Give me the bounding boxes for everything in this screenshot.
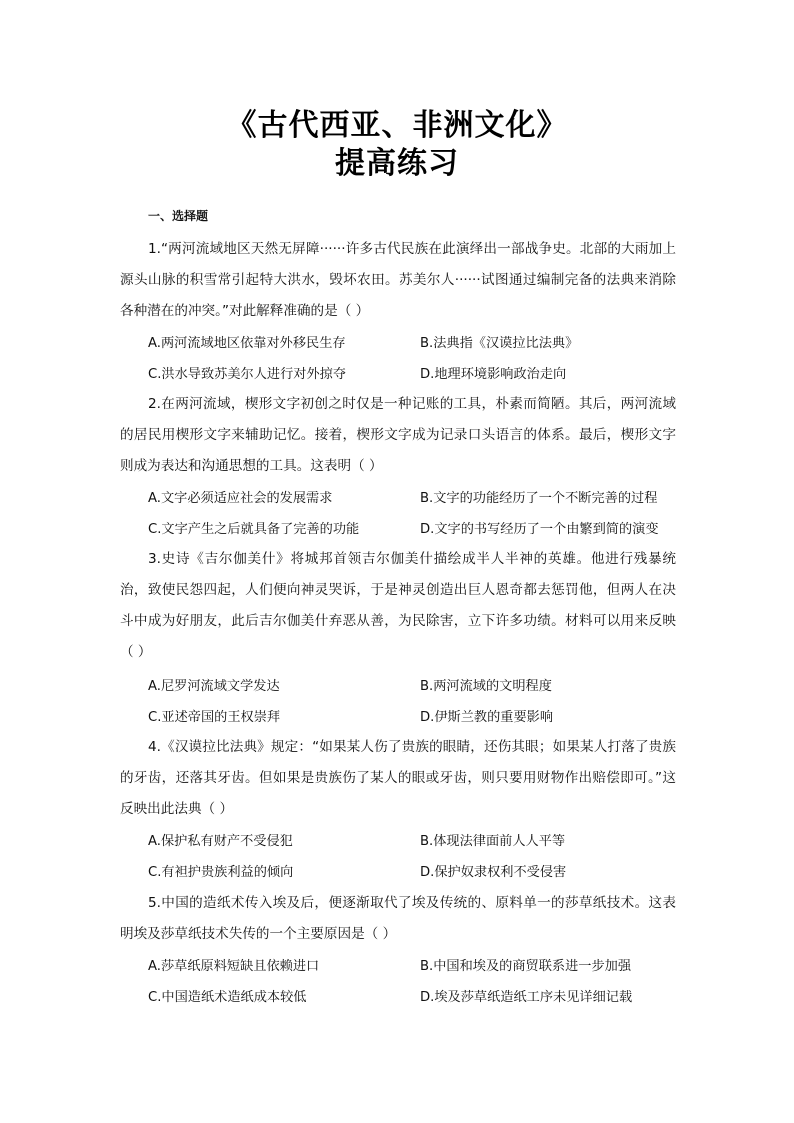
option-c: C.亚述帝国的王权崇拜 xyxy=(148,710,281,725)
question-4-options xyxy=(148,826,688,888)
option-d: D.地理环境影响政治走向 xyxy=(420,367,567,382)
option-b: B.体现法律面前人人平等 xyxy=(420,834,566,849)
question-1-options xyxy=(148,328,688,390)
option-row xyxy=(148,857,688,888)
option-a: A.莎草纸原料短缺且依赖进口 xyxy=(148,959,320,974)
option-row xyxy=(148,514,688,545)
option-c: C.文字产生之后就具备了完善的功能 xyxy=(148,522,360,537)
question-1-stem: 1.“两河流域地区天然无屏障······许多古代民族在此演绎出一部战争史。北部的大雨加上源头山脉的积雪常引起特大洪水，毁坏农田。苏美尔人······试图通过编制完备的法典来消除各种潜在的冲突。”对此解释准确的是（ ） xyxy=(120,241,676,319)
option-b: B.法典指《汉谟拉比法典》 xyxy=(420,336,579,351)
option-c: C.中国造纸术造纸成本较低 xyxy=(148,990,307,1005)
question-3-options xyxy=(148,671,688,733)
question-4-stem: 4.《汉谟拉比法典》规定：“如果某人伤了贵族的眼睛，还伤其眼；如果某人打落了贵族的牙齿，还落其牙齿。但如果是贵族伤了某人的眼或牙齿，则只要用财物作出赔偿即可。”这反映出此法典（ ） xyxy=(120,739,676,817)
option-row xyxy=(148,483,688,514)
option-d: D.埃及莎草纸造纸工序未见详细记载 xyxy=(420,990,633,1005)
option-row xyxy=(148,951,688,982)
option-row xyxy=(148,702,688,733)
question-5-options xyxy=(148,951,688,1013)
option-d: D.文字的书写经历了一个由繁到简的演变 xyxy=(420,522,659,537)
option-row xyxy=(148,671,688,702)
option-d: D.保护奴隶权利不受侵害 xyxy=(420,865,567,880)
page-subtitle: 提高练习 xyxy=(335,146,459,181)
question-3-stem: 3.史诗《吉尔伽美什》将城邦首领吉尔伽美什描绘成半人半神的英雄。他进行残暴统治，致使民怨四起，人们便向神灵哭诉，于是神灵创造出巨人恩奇都去惩罚他，但两人在决斗中成为好朋友，此后吉尔伽美什弃恶从善，为民除害，立下许多功绩。材料可以用来反映（ ） xyxy=(120,551,676,660)
option-row xyxy=(148,982,688,1013)
page-title: 《古代西亚、非洲文化》 xyxy=(226,108,568,143)
option-c: C.洪水导致苏美尔人进行对外掠夺 xyxy=(148,367,347,382)
option-a: A.文字必须适应社会的发展需求 xyxy=(148,491,333,506)
option-a: A.保护私有财产不受侵犯 xyxy=(148,834,293,849)
option-b: B.文字的功能经历了一个不断完善的过程 xyxy=(420,491,658,506)
question-5-stem: 5.中国的造纸术传入埃及后，便逐渐取代了埃及传统的、原料单一的莎草纸技术。这表明埃及莎草纸技术失传的一个主要原因是（ ） xyxy=(120,895,676,942)
option-row xyxy=(148,826,688,857)
question-2-options xyxy=(148,483,688,545)
option-c: C.有袒护贵族利益的倾向 xyxy=(148,865,294,880)
option-b: B.中国和埃及的商贸联系进一步加强 xyxy=(420,959,632,974)
option-d: D.伊斯兰教的重要影响 xyxy=(420,710,554,725)
section-heading: 一、选择题 xyxy=(148,209,209,223)
option-row xyxy=(148,359,688,390)
option-a: A.尼罗河流域文学发达 xyxy=(148,679,280,694)
option-row xyxy=(148,328,688,359)
question-2-stem: 2.在两河流域，楔形文字初创之时仅是一种记账的工具，朴素而简陋。其后，两河流域的居民用楔形文字来辅助记忆。接着，楔形文字成为记录口头语言的体系。最后，楔形文字则成为表达和沟通思想的工具。这表明（ ） xyxy=(120,396,676,474)
option-b: B.两河流域的文明程度 xyxy=(420,679,552,694)
option-a: A.两河流域地区依靠对外移民生存 xyxy=(148,336,346,351)
